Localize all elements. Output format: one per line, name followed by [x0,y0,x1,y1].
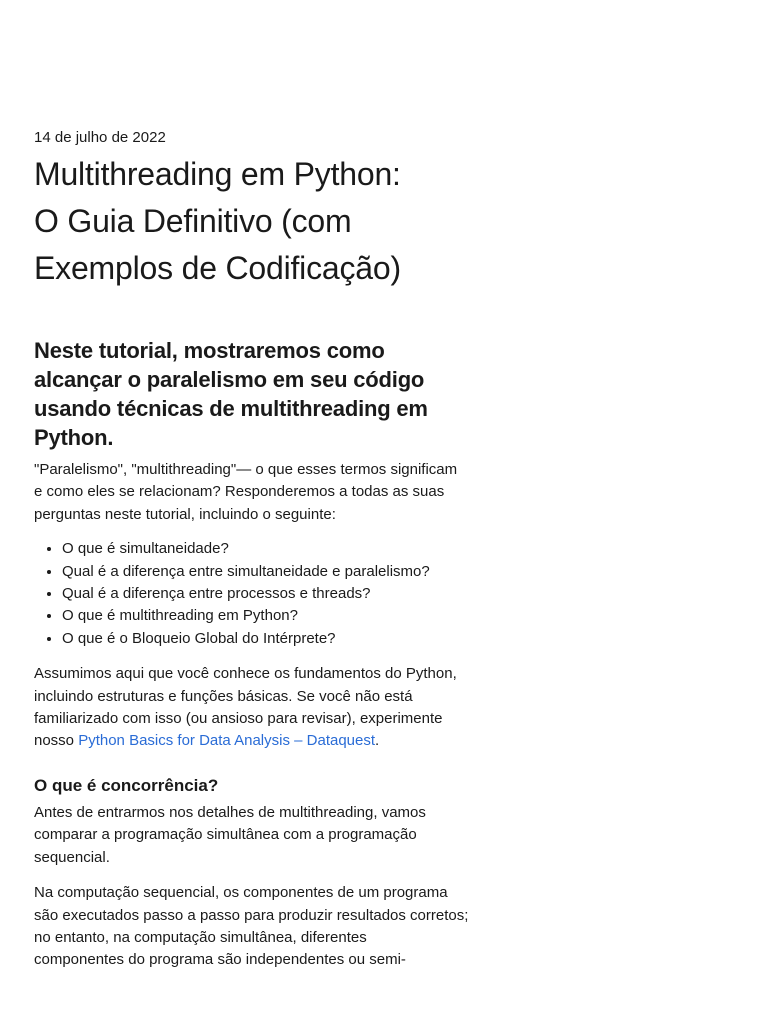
section-line: componentes do programa são independentes ou semi- [34,951,406,969]
section-paragraph [34,882,486,972]
intro-line: perguntas neste tutorial, incluindo o seguinte: [34,505,336,523]
prereq-line: Assumimos aqui que você conhece os fundamentos do Python, [34,665,457,683]
lead-line: alcançar o paralelismo em seu código [34,367,425,392]
section-line: comparar a programação simultânea com a programação [34,826,417,844]
intro-paragraph [34,459,486,526]
page-title [34,151,486,292]
prereq-suffix: . [375,732,380,750]
list-item: • Qual é a diferença entre processos e threads? [62,583,486,605]
prereq-line: incluindo estruturas e funções básicas. Se você não está [34,687,413,705]
title-line: Exemplos de Codificação) [34,250,401,286]
prereq-prefix: nosso [34,732,79,750]
lead-line: Neste tutorial, mostraremos como [34,338,385,363]
publish-date: 14 de julho de 2022 [34,129,166,146]
list-item: • O que é multithreading em Python? [62,605,486,627]
section-line: no entanto, na computação simultânea, diferentes [34,928,367,946]
intro-line: e como eles se relacionam? Responderemos a todas as suas [34,483,445,501]
title-line: O Guia Definitivo (com [34,203,352,239]
lead-line: Python. [34,425,114,450]
section-paragraph [34,802,486,869]
lead-summary [34,336,486,452]
list-item: • O que é simultaneidade? [62,538,486,560]
topics-list [34,538,486,650]
section-line: são executados passo a passo para produzir resultados corretos; [34,906,469,924]
prereq-line: familiarizado com isso (ou ansioso para revisar), experimente [34,710,443,728]
list-item: • Qual é a diferença entre simultaneidade e paralelismo? [62,561,486,583]
section-line: sequencial. [34,848,110,866]
python-basics-link[interactable]: Python Basics for Data Analysis – Dataquest [78,732,376,750]
article [34,128,486,972]
section-heading: O que é concorrência? [34,775,219,795]
lead-line: usando técnicas de multithreading em [34,396,428,421]
section-line: Antes de entrarmos nos detalhes de multithreading, vamos [34,803,426,821]
section-line: Na computação sequencial, os componentes de um programa [34,884,448,902]
title-line: Multithreading em Python: [34,156,401,192]
list-item: • O que é o Bloqueio Global do Intérprete? [62,628,486,650]
intro-line: "Paralelismo", "multithreading"— o que esses termos significam [34,461,458,478]
prerequisites-paragraph [34,663,486,753]
